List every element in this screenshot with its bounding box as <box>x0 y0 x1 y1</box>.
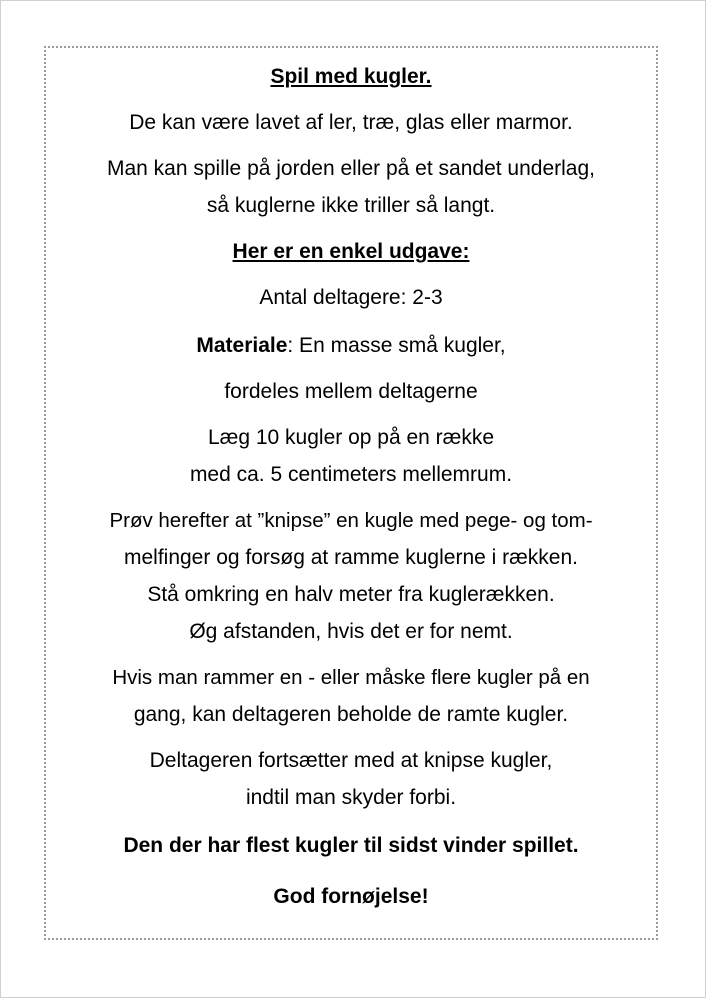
material-label: Materiale <box>196 334 288 357</box>
instructions-line-1: Prøv herefter at ”knipse” en kugle med pege- og tom- <box>109 509 593 532</box>
instructions-line-4: Øg afstanden, hvis det er for nemt. <box>189 620 513 643</box>
continue-rule-line-2: indtil man skyder forbi. <box>245 786 457 809</box>
surface-line-1: Man kan spille på jorden eller på et sandet underlag, <box>107 157 595 180</box>
document-body <box>44 58 658 915</box>
material-line <box>44 327 658 364</box>
hit-rule-paragraph <box>44 659 658 733</box>
surface-line-2: så kuglerne ikke triller så langt. <box>206 194 496 217</box>
material-text: : En masse små kugler, <box>287 334 506 357</box>
hit-rule-line-2: gang, kan deltageren beholde de ramte kugler. <box>133 703 569 726</box>
setup-line-1: Læg 10 kugler op på en række <box>207 426 494 449</box>
intro-text: De kan være lavet af ler, træ, glas eller marmor. <box>129 111 573 134</box>
instructions-paragraph <box>44 502 658 650</box>
instructions-line-2: melfinger og forsøg at ramme kuglerne i rækken. <box>123 546 578 569</box>
material-continuation: fordeles mellem deltagerne <box>224 380 478 403</box>
surface-paragraph <box>44 150 658 224</box>
hit-rule-line-1: Hvis man rammer en - eller måske flere kugler på en <box>112 666 590 689</box>
closing-text: God fornøjelse! <box>273 885 429 908</box>
setup-paragraph <box>44 419 658 493</box>
section-subtitle: Her er en enkel udgave: <box>232 240 470 263</box>
continue-rule-paragraph <box>44 742 658 816</box>
setup-line-2: med ca. 5 centimeters mellemrum. <box>189 463 513 486</box>
instructions-line-3: Stå omkring en halv meter fra kuglerækken. <box>147 583 555 606</box>
document-title: Spil med kugler. <box>270 65 432 88</box>
continue-rule-line-1: Deltageren fortsætter med at knipse kugler, <box>149 749 553 772</box>
participants-text: Antal deltagere: 2-3 <box>259 286 443 309</box>
winner-text: Den der har flest kugler til sidst vinder spillet. <box>123 834 579 857</box>
